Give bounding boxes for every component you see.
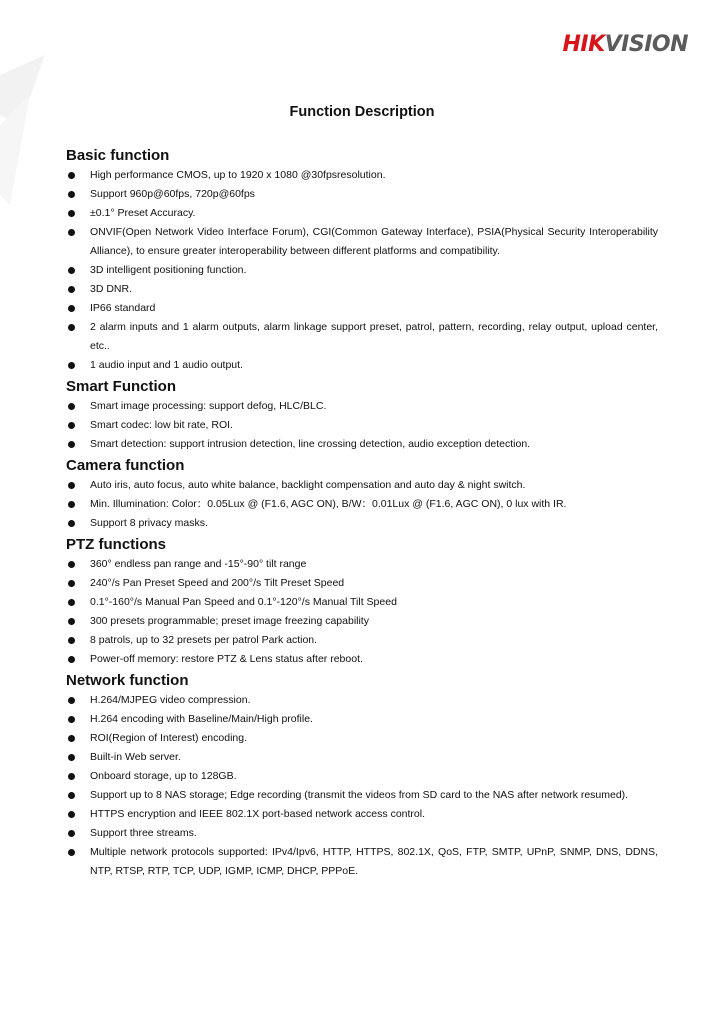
logo-hik: HIK	[562, 32, 605, 57]
list-item: 1 audio input and 1 audio output.	[66, 356, 658, 375]
list-item: Smart image processing: support defog, HLC/BLC.	[66, 397, 658, 416]
feature-list	[66, 476, 658, 533]
list-item: Smart codec: low bit rate, ROI.	[66, 416, 658, 435]
list-item: Support 960p@60fps, 720p@60fps	[66, 185, 658, 204]
section-network-function	[66, 670, 658, 881]
list-item: IP66 standard	[66, 299, 658, 318]
section-heading: Camera function	[66, 457, 185, 474]
section-heading: Smart Function	[66, 378, 177, 395]
list-item: Multiple network protocols supported: IPv4/Ipv6, HTTP, HTTPS, 802.1X, QoS, FTP, SMTP, UPnP, SNMP, DNS, DDNS, NTP, RTSP, RTP, TCP, UDP, IGMP, ICMP, DHCP, PPPoE.	[66, 843, 658, 881]
list-item: 360° endless pan range and -15°-90° tilt range	[66, 555, 658, 574]
list-item: 0.1°-160°/s Manual Pan Speed and 0.1°-120°/s Manual Tilt Speed	[66, 593, 658, 612]
list-item: Min. Illumination: Color：0.05Lux @ (F1.6, AGC ON), B/W：0.01Lux @ (F1.6, AGC ON), 0 lux with IR.	[66, 495, 658, 514]
list-item: Support up to 8 NAS storage; Edge recording (transmit the videos from SD card to the NAS after network resumed).	[66, 786, 658, 805]
list-item: ±0.1° Preset Accuracy.	[66, 204, 658, 223]
list-item: Onboard storage, up to 128GB.	[66, 767, 658, 786]
section-heading: PTZ functions	[66, 536, 166, 553]
list-item: ROI(Region of Interest) encoding.	[66, 729, 658, 748]
section-heading: Network function	[66, 672, 189, 689]
feature-list	[66, 166, 658, 375]
feature-list	[66, 555, 658, 669]
list-item: 240°/s Pan Preset Speed and 200°/s Tilt Preset Speed	[66, 574, 658, 593]
page-title: Function Description	[289, 104, 435, 120]
list-item: H.264/MJPEG video compression.	[66, 691, 658, 710]
section-basic-function	[66, 145, 658, 375]
decorative-corner-graphic	[0, 55, 60, 215]
list-item: 3D intelligent positioning function.	[66, 261, 658, 280]
list-item: Auto iris, auto focus, auto white balance, backlight compensation and auto day & night switch.	[66, 476, 658, 495]
function-description-body	[66, 145, 658, 882]
list-item: Power-off memory: restore PTZ & Lens status after reboot.	[66, 650, 658, 669]
hikvision-logo	[562, 32, 688, 57]
section-smart-function	[66, 376, 658, 454]
list-item: 300 presets programmable; preset image freezing capability	[66, 612, 658, 631]
list-item: Smart detection: support intrusion detection, line crossing detection, audio exception detection.	[66, 435, 658, 454]
logo-vision: VISION	[604, 32, 688, 57]
list-item: 2 alarm inputs and 1 alarm outputs, alarm linkage support preset, patrol, pattern, recording, relay output, upload center, etc..	[66, 318, 658, 356]
list-item: 8 patrols, up to 32 presets per patrol Park action.	[66, 631, 658, 650]
section-heading: Basic function	[66, 147, 170, 164]
list-item: H.264 encoding with Baseline/Main/High profile.	[66, 710, 658, 729]
feature-list	[66, 397, 658, 454]
list-item: Support 8 privacy masks.	[66, 514, 658, 533]
list-item: Support three streams.	[66, 824, 658, 843]
feature-list	[66, 691, 658, 881]
list-item: Built-in Web server.	[66, 748, 658, 767]
list-item: 3D DNR.	[66, 280, 658, 299]
list-item: High performance CMOS, up to 1920 x 1080 @30fpsresolution.	[66, 166, 658, 185]
list-item: ONVIF(Open Network Video Interface Forum), CGI(Common Gateway Interface), PSIA(Physical Security Interoperability Alliance), to ensure greater interoperability between different platforms and compatibility.	[66, 223, 658, 261]
section-camera-function	[66, 455, 658, 533]
list-item: HTTPS encryption and IEEE 802.1X port-based network access control.	[66, 805, 658, 824]
section-ptz-functions	[66, 534, 658, 669]
